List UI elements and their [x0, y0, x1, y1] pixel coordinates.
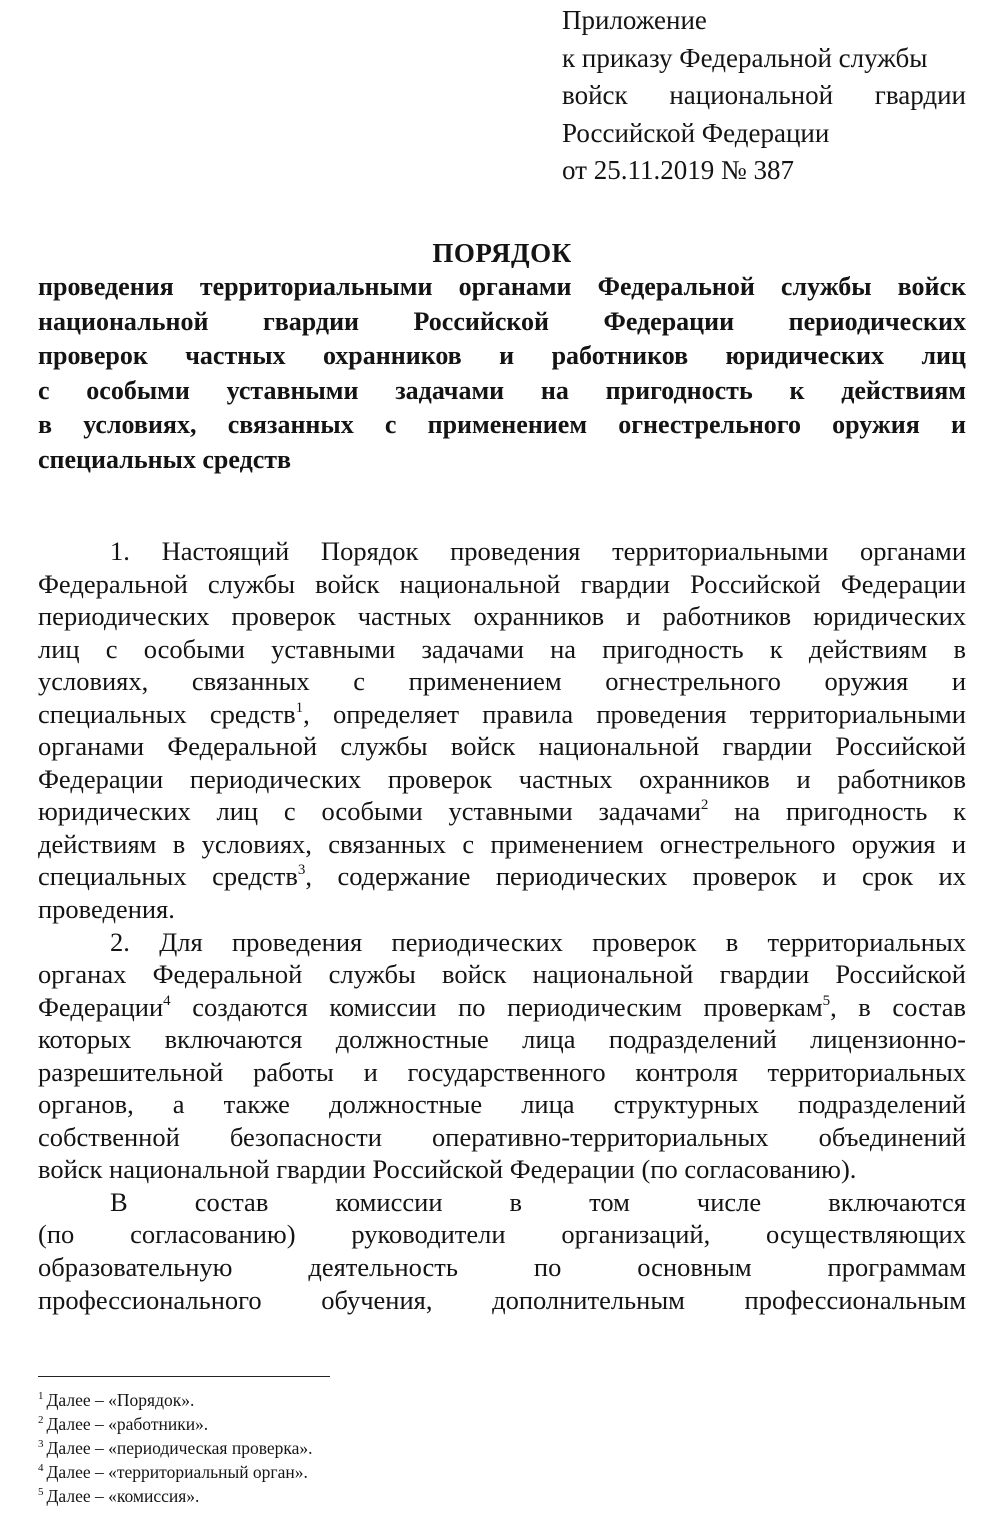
subtitle-line: с особыми уставными задачами на пригодность к действиям [38, 375, 966, 405]
paragraph-2-line: войск национальной гвардии Российской Федерации (по согласованию). [38, 1154, 857, 1185]
footnote-number: 1 [38, 1390, 44, 1402]
footnote-5 [38, 1484, 638, 1508]
footnote-4 [38, 1460, 638, 1484]
document-subtitle [38, 270, 966, 478]
footnote-text: Далее – «периодическая проверка». [46, 1438, 313, 1458]
text-segment: специальных средств [38, 698, 296, 729]
paragraph-1-line: действиям в условиях, связанных с применением огнестрельного оружия и [38, 828, 966, 859]
footnote-text: Далее – «Порядок». [46, 1390, 195, 1410]
footnotes [38, 1388, 638, 1508]
paragraph-1-line: 1. Настоящий Порядок проведения территориальными органами [110, 536, 966, 566]
subtitle-line: проверок частных охранников и работников юридических лиц [38, 341, 966, 371]
paragraph-1-line [38, 698, 966, 731]
footnote-number: 5 [38, 1486, 44, 1498]
footnote-number: 3 [38, 1438, 44, 1450]
footnote-ref-5: 5 [822, 992, 831, 1009]
text-segment: на пригодность к [708, 796, 966, 827]
appendix-country-line: Российской Федерации [562, 117, 830, 148]
paragraph-2-line: 2. Для проведения периодических проверок в территориальных [110, 926, 966, 957]
paragraph-1-line: Федерации периодических проверок частных охранников и работников [38, 763, 966, 794]
footnote-text: Далее – «территориальный орган». [46, 1462, 308, 1482]
appendix-agency-line: войск национальной гвардии [562, 80, 966, 110]
footnote-1 [38, 1388, 638, 1412]
text-segment: создаются комиссии по периодическим проверкам [170, 991, 823, 1022]
paragraph-1-line: органами Федеральной службы войск национальной гвардии Российской [38, 731, 966, 762]
paragraph-3-line: В состав комиссии в том числе включаются [110, 1186, 966, 1217]
paragraph-2-line: которых включаются должностные лица подразделений лицензионно- [38, 1024, 966, 1055]
paragraph-1-line: проведения. [38, 894, 175, 925]
paragraph-1-line [38, 860, 966, 893]
footnote-text: Далее – «работники». [46, 1414, 209, 1434]
footnote-2 [38, 1412, 638, 1436]
text-segment: юридических лиц с особыми уставными задачами [38, 796, 701, 827]
footnote-3 [38, 1436, 638, 1460]
footnote-ref-4: 4 [163, 992, 171, 1009]
paragraph-2-line [38, 991, 966, 1024]
document-body [38, 535, 966, 1316]
paragraph-2-line: органах Федеральной службы войск национальной гвардии Российской [38, 959, 966, 990]
appendix-order-line: к приказу Федеральной службы [562, 42, 928, 73]
text-segment: , определяет правила проведения территориальными [303, 698, 966, 729]
text-segment: , содержание периодических проверок и срок их [305, 861, 966, 892]
appendix-date-number: от 25.11.2019 № 387 [562, 155, 794, 185]
subtitle-line: национальной гвардии Российской Федерации периодических [38, 306, 966, 336]
paragraph-1-line: периодических проверок частных охранников и работников юридических [38, 601, 966, 632]
subtitle-line: в условиях, связанных с применением огнестрельного оружия и [38, 410, 966, 440]
footnote-number: 2 [38, 1414, 44, 1426]
paragraph-1-line [38, 795, 966, 828]
text-segment: Федерации [38, 991, 164, 1022]
subtitle-line: специальных средств [38, 444, 292, 474]
text-segment: специальных средств [38, 861, 298, 892]
footnote-ref-3: 3 [297, 862, 306, 879]
document-title: ПОРЯДОК [432, 238, 572, 268]
paragraph-3-line: (по согласованию) руководители организаций, осуществляющих [38, 1219, 966, 1250]
paragraph-2-line: разрешительной работы и государственного контроля территориальных [38, 1056, 966, 1087]
paragraph-1-line: условиях, связанных с применением огнестрельного оружия и [38, 666, 966, 697]
paragraph-3-line: образовательную деятельность по основным программам [38, 1252, 966, 1283]
footnote-number: 4 [38, 1462, 44, 1474]
paragraph-1-line: лиц с особыми уставными задачами на пригодность к действиям в [38, 633, 966, 664]
footnote-separator [38, 1376, 330, 1377]
paragraph-2-line: собственной безопасности оперативно-территориальных объединений [38, 1121, 966, 1152]
footnote-ref-1: 1 [295, 699, 304, 716]
subtitle-line: проведения территориальными органами Федеральной службы войск [38, 272, 966, 301]
footnote-text: Далее – «комиссия». [46, 1486, 200, 1506]
paragraph-1-line: Федеральной службы войск национальной гвардии Российской Федерации [38, 568, 966, 599]
footnote-ref-2: 2 [700, 797, 709, 814]
appendix-header [562, 2, 966, 190]
paragraph-2-line: органов, а также должностные лица структурных подразделений [38, 1089, 966, 1120]
text-segment: , в состав [830, 991, 967, 1022]
appendix-label: Приложение [562, 5, 707, 35]
paragraph-3-line: профессионального обучения, дополнительным профессиональным [38, 1284, 966, 1315]
